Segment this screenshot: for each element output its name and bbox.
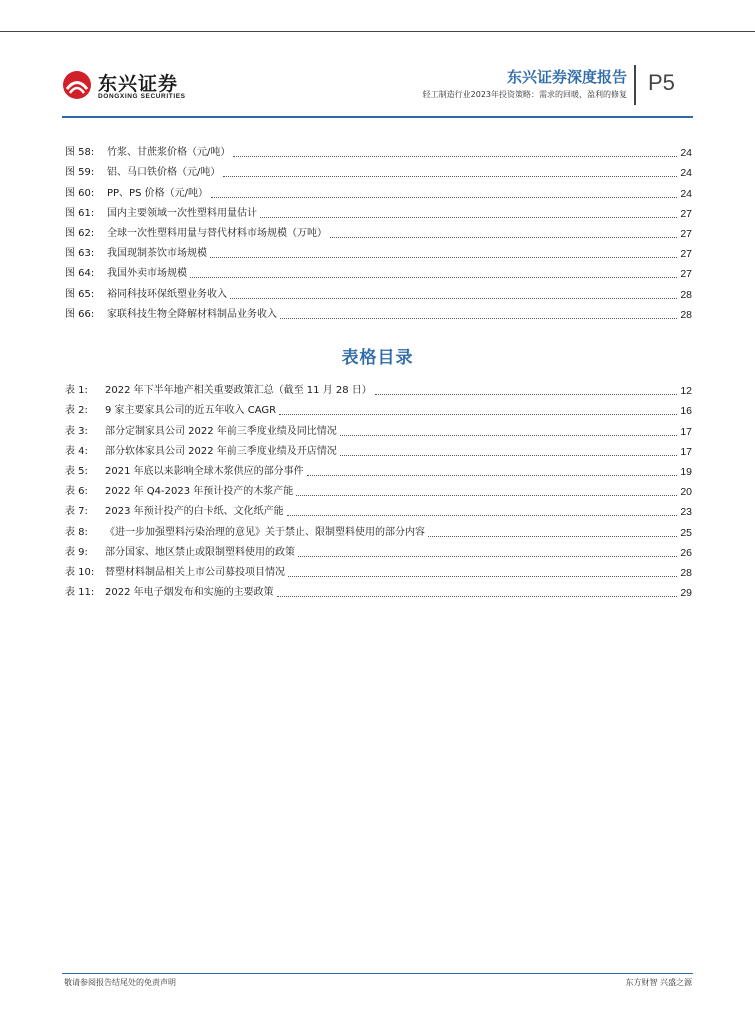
toc-entry-label: 图 58:: [65, 147, 95, 159]
toc-entry[interactable]: [65, 479, 692, 499]
toc-entry-title: 竹浆、甘蔗浆价格（元/吨）: [107, 147, 231, 159]
toc-entry-page: 27: [680, 227, 692, 240]
toc-dot-leader: [230, 297, 677, 299]
toc-dot-leader: [260, 216, 677, 218]
toc-dot-leader: [277, 595, 678, 597]
toc-entry-label: 表 1:: [65, 385, 88, 397]
toc-entry-page: 20: [680, 486, 692, 499]
toc-entry-page: 26: [680, 546, 692, 559]
toc-entry-title: 部分软体家具公司 2022 年前三季度业绩及开店情况: [105, 445, 337, 457]
toc-dot-leader: [307, 474, 678, 476]
toc-entry-label: 表 7:: [65, 506, 88, 518]
toc-entry-label: 表 6:: [65, 486, 88, 498]
toc-entry[interactable]: [65, 439, 692, 459]
toc-entry-title: 《进一步加强塑料污染治理的意见》关于禁止、限制塑料使用的部分内容: [105, 526, 425, 538]
toc-entry[interactable]: [65, 378, 692, 398]
toc-entry-title: 我国现制茶饮市场规模: [107, 248, 207, 260]
toc-entry-title: PP、PS 价格（元/吨）: [107, 187, 208, 199]
logo-chinese-name: 东兴证券: [98, 73, 179, 95]
toc-entry-label: 表 8:: [65, 526, 88, 538]
logo-mark-icon: [62, 70, 92, 100]
toc-dot-leader: [340, 454, 678, 456]
toc-dot-leader: [287, 514, 678, 516]
toc-entry[interactable]: [65, 180, 692, 200]
toc-entry[interactable]: [65, 398, 692, 418]
toc-entry-label: 表 5:: [65, 465, 88, 477]
toc-entry-label: 图 65:: [65, 288, 95, 300]
toc-entry[interactable]: [65, 499, 692, 519]
toc-entry-page: 24: [680, 167, 692, 180]
toc-entry-title: 全球一次性塑料用量与替代材料市场规模（万吨）: [107, 227, 327, 239]
toc-entry-page: 28: [680, 566, 692, 579]
toc-entry-page: 28: [680, 308, 692, 321]
toc-entry[interactable]: [65, 281, 692, 301]
toc-entry-page: 24: [680, 147, 692, 160]
toc-entry-page: 29: [680, 587, 692, 600]
toc-dot-leader: [279, 413, 677, 415]
toc-dot-leader: [298, 555, 677, 557]
toc-entry-label: 表 10:: [65, 566, 95, 578]
toc-entry-page: 12: [680, 385, 692, 398]
footer-disclaimer: 敬请参阅报告结尾处的免责声明: [64, 978, 176, 987]
toc-entry-label: 图 66:: [65, 308, 95, 320]
toc-entry-title: 2022 年下半年地产相关重要政策汇总（截至 11 月 28 日）: [105, 385, 372, 397]
toc-entry-title: 铝、马口铁价格（元/吨）: [107, 167, 221, 179]
toc-dot-leader: [210, 256, 677, 258]
toc-entry[interactable]: [65, 560, 692, 580]
top-rule: [0, 31, 755, 32]
toc-entry[interactable]: [65, 241, 692, 261]
toc-entry-title: 替塑材料制品相关上市公司募投项目情况: [105, 566, 285, 578]
toc-dot-leader: [375, 393, 678, 395]
toc-entry-page: 23: [680, 506, 692, 519]
tables-toc-heading: 表格目录: [341, 348, 414, 368]
toc-entry[interactable]: [65, 540, 692, 560]
footer-rule: [62, 973, 693, 974]
logo-english-name: DONGXING SECURITIES: [98, 93, 186, 100]
toc-dot-leader: [340, 434, 678, 436]
toc-entry[interactable]: [65, 261, 692, 281]
toc-dot-leader: [288, 575, 677, 577]
toc-entry[interactable]: [65, 580, 692, 600]
toc-entry-title: 部分定制家具公司 2022 年前三季度业绩及同比情况: [105, 425, 337, 437]
toc-entry-label: 表 3:: [65, 425, 88, 437]
toc-entry-label: 表 4:: [65, 445, 88, 457]
toc-entry-label: 图 64:: [65, 268, 95, 280]
toc-dot-leader: [223, 175, 677, 177]
toc-entry-title: 裕同科技环保纸塑业务收入: [107, 288, 227, 300]
toc-entry-label: 图 62:: [65, 227, 95, 239]
toc-entry-title: 9 家主要家具公司的近五年收入 CAGR: [105, 405, 277, 417]
toc-entry[interactable]: [65, 459, 692, 479]
toc-dot-leader: [330, 236, 677, 238]
toc-dot-leader: [190, 276, 677, 278]
toc-entry-page: 19: [680, 465, 692, 478]
toc-dot-leader: [296, 494, 677, 496]
page-number: P5: [648, 70, 675, 95]
footer-slogan: 东方财智 兴盛之源: [625, 978, 692, 987]
toc-entry-page: 24: [680, 187, 692, 200]
toc-entry-title: 我国外卖市场规模: [107, 268, 187, 280]
toc-dot-leader: [428, 535, 677, 537]
toc-dot-leader: [233, 155, 677, 157]
toc-entry-page: 28: [680, 288, 692, 301]
toc-entry[interactable]: [65, 140, 692, 160]
toc-entry[interactable]: [65, 302, 692, 322]
toc-dot-leader: [280, 317, 677, 319]
report-brand-title: 东兴证券深度报告: [506, 68, 627, 86]
toc-entry-label: 图 61:: [65, 207, 95, 219]
toc-entry-title: 2022 年电子烟发布和实施的主要政策: [105, 587, 274, 599]
toc-entry-page: 27: [680, 268, 692, 281]
toc-entry[interactable]: [65, 221, 692, 241]
toc-entry-label: 图 63:: [65, 248, 95, 260]
header-divider: [634, 65, 636, 105]
tables-toc: [65, 378, 692, 600]
toc-entry-page: 25: [680, 526, 692, 539]
toc-entry-title: 国内主要领域一次性塑料用量估计: [107, 207, 257, 219]
toc-entry-page: 17: [680, 425, 692, 438]
header-rule: [62, 116, 693, 118]
toc-entry-label: 表 2:: [65, 405, 88, 417]
figures-toc: [65, 140, 692, 322]
toc-entry-page: 27: [680, 248, 692, 261]
toc-entry-title: 2022 年 Q4-2023 年预计投产的木浆产能: [105, 486, 294, 498]
toc-entry-label: 图 59:: [65, 167, 95, 179]
toc-entry-label: 表 11:: [65, 587, 95, 599]
toc-entry-label: 表 9:: [65, 546, 88, 558]
company-logo: [62, 70, 192, 104]
toc-entry[interactable]: [65, 201, 692, 221]
toc-entry-title: 2023 年预计投产的白卡纸、文化纸产能: [105, 506, 284, 518]
toc-entry-title: 家联科技生物全降解材料制品业务收入: [107, 308, 277, 320]
toc-entry[interactable]: [65, 519, 692, 539]
toc-entry-page: 27: [680, 207, 692, 220]
toc-dot-leader: [211, 196, 677, 198]
toc-entry[interactable]: [65, 160, 692, 180]
toc-entry-page: 16: [680, 405, 692, 418]
toc-entry[interactable]: [65, 418, 692, 438]
toc-entry-page: 17: [680, 445, 692, 458]
report-subtitle: 轻工制造行业2023年投资策略：需求的回暖，盈利的修复: [422, 90, 627, 99]
toc-entry-label: 图 60:: [65, 187, 95, 199]
toc-entry-title: 部分国家、地区禁止或限制塑料使用的政策: [105, 546, 295, 558]
toc-entry-title: 2021 年底以来影响全球木浆供应的部分事件: [105, 465, 304, 477]
